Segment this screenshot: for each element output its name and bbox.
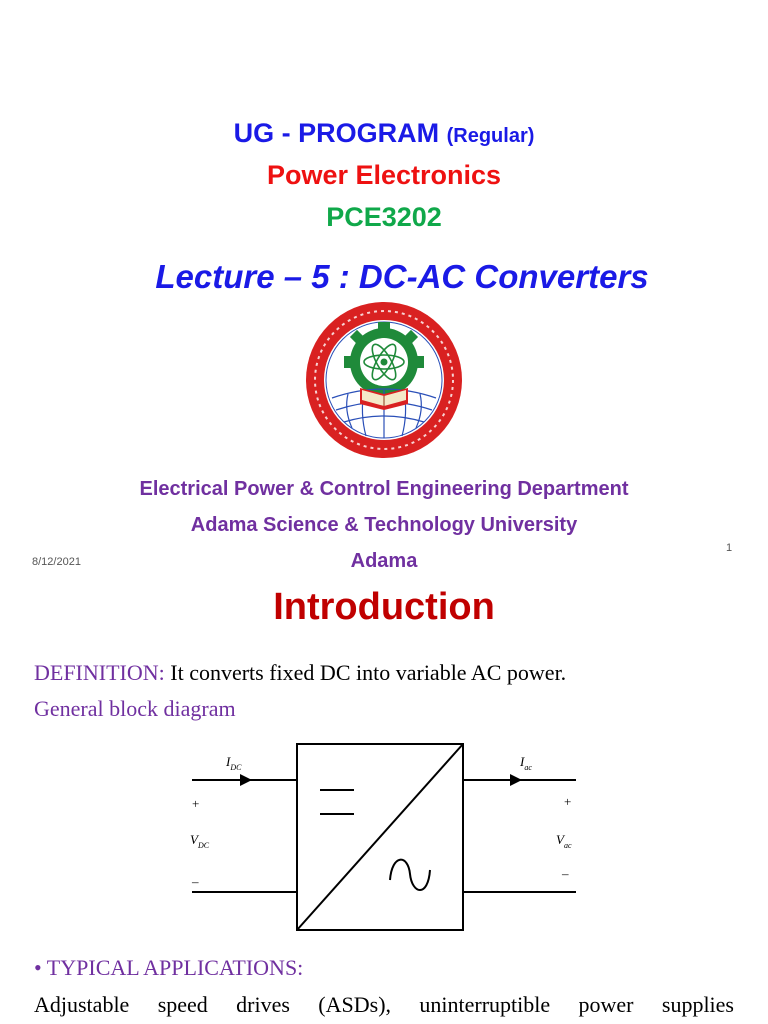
introduction-heading: Introduction (273, 586, 495, 628)
ac-sine-symbol (390, 860, 430, 890)
inverter-block-diagram (180, 742, 590, 938)
applications-heading: • TYPICAL APPLICATIONS: (34, 955, 304, 980)
input-plus: + (192, 796, 200, 811)
definition-text: It converts fixed DC into variable AC power. (164, 660, 567, 685)
input-minus: – (192, 874, 199, 889)
output-current-arrow (510, 774, 522, 786)
definition-line (34, 660, 566, 686)
course-name: Power Electronics (266, 160, 502, 190)
course-code: PCE3202 (326, 202, 442, 232)
input-current-arrow (240, 774, 252, 786)
program-title (0, 118, 768, 149)
program-type: (Regular) (446, 125, 535, 147)
output-voltage-label: $V_{ac}$ (556, 832, 572, 850)
output-plus: + (564, 794, 572, 809)
output-current-label: $I_{ac}$ (520, 754, 532, 772)
output-minus: – (562, 866, 569, 881)
converter-diagonal (297, 744, 463, 930)
applications-text: Adjustable speed drives (ASDs), uninterruptible power supplies (34, 992, 734, 1017)
program-label: UG - PROGRAM (233, 118, 440, 148)
definition-label: DEFINITION: (34, 660, 165, 685)
city-name: Adama (350, 550, 418, 572)
input-voltage-label: $V_{DC}$ (190, 832, 210, 850)
department-name: Electrical Power & Control Engineering Department (139, 478, 629, 500)
input-current-label: $I_{DC}$ (226, 754, 242, 772)
slide-date: 8/12/2021 (32, 556, 81, 568)
university-name: Adama Science & Technology University (190, 514, 578, 536)
lecture-title: Lecture – 5 : DC-AC Converters (155, 258, 649, 295)
slide-number: 1 (726, 542, 733, 554)
block-diagram-label: General block diagram (34, 696, 236, 721)
university-logo (304, 300, 464, 460)
